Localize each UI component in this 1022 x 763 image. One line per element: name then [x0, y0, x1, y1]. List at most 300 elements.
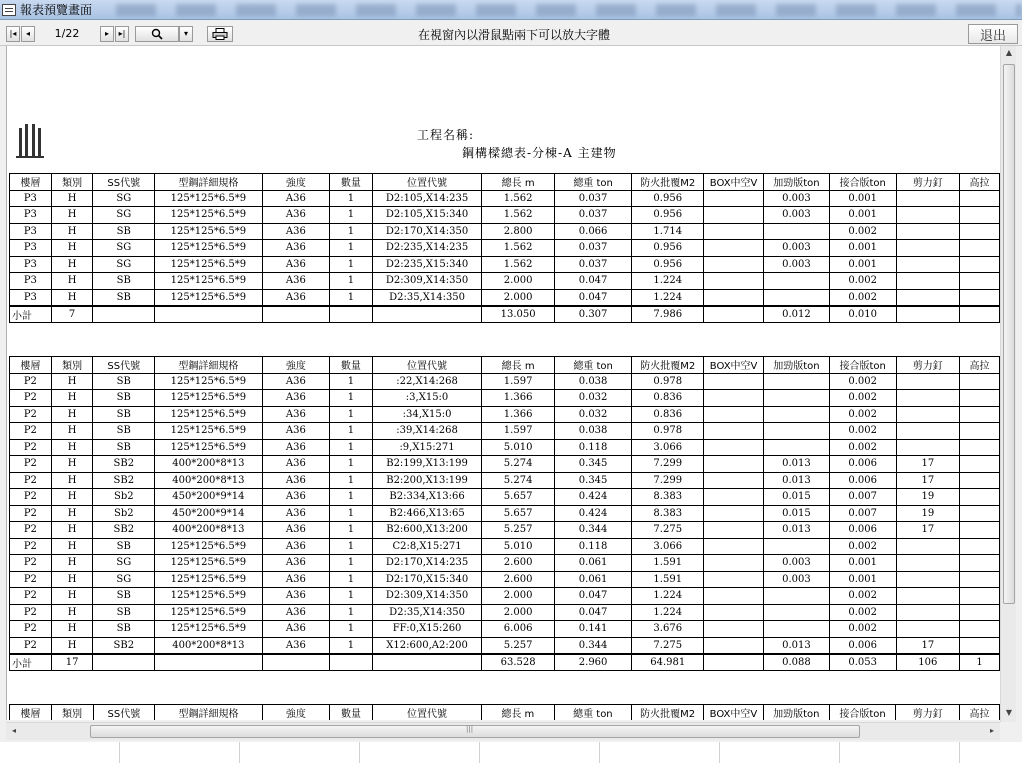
table-cell	[960, 273, 1000, 290]
table-cell	[960, 571, 1000, 588]
table-cell: A36	[262, 289, 329, 306]
table-cell: P2	[10, 571, 52, 588]
table-cell	[704, 223, 764, 240]
table-cell: :9,X15:271	[372, 439, 482, 456]
table-cell: 125*125*6.5*9	[155, 439, 263, 456]
column-header: 數量	[330, 174, 373, 191]
table-cell: 0.061	[554, 571, 631, 588]
table-cell	[764, 588, 830, 605]
table-cell	[896, 256, 960, 273]
table-cell: 0.118	[554, 439, 631, 456]
table-cell: 0.001	[829, 555, 896, 572]
table-cell: 17	[896, 456, 960, 473]
company-logo	[16, 124, 44, 158]
table-cell: 5.274	[482, 456, 554, 473]
table-cell: 2.600	[482, 571, 554, 588]
table-cell	[896, 571, 960, 588]
report-table-p2	[9, 356, 1000, 671]
table-cell: 0.015	[764, 489, 830, 506]
table-cell	[960, 207, 1000, 224]
column-header: 總長 m	[482, 174, 554, 191]
column-header: 強度	[262, 174, 329, 191]
table-cell: SB	[93, 273, 155, 290]
table-cell: 400*200*8*13	[155, 522, 263, 539]
zoom-dropdown-button[interactable]: ▾	[179, 26, 193, 42]
table-cell: 1.591	[632, 555, 704, 572]
table-cell: A36	[262, 273, 329, 290]
table-cell: 0.003	[764, 207, 830, 224]
table-cell: 1	[330, 207, 373, 224]
table-cell: D2:170,X15:340	[372, 571, 482, 588]
subtotal-cell	[704, 654, 764, 671]
table-cell: 0.013	[764, 456, 830, 473]
table-row	[10, 522, 1000, 539]
table-cell: B2:334,X13:66	[372, 489, 482, 506]
table-cell: 125*125*6.5*9	[155, 621, 263, 638]
table-cell	[960, 621, 1000, 638]
table-cell: SB	[93, 223, 155, 240]
table-cell: H	[51, 489, 93, 506]
table-cell: H	[51, 571, 93, 588]
subtotal-cell	[704, 306, 764, 323]
blurred-title-region	[116, 4, 1022, 16]
table-cell	[960, 289, 1000, 306]
table-cell: D2:35,X14:350	[372, 289, 482, 306]
report-viewport	[6, 46, 1000, 720]
subtotal-cell: 7.986	[632, 306, 704, 323]
table-cell: A36	[262, 522, 329, 539]
table-cell: H	[51, 522, 93, 539]
table-cell: 0.956	[632, 240, 704, 257]
table-cell: 125*125*6.5*9	[155, 571, 263, 588]
table-cell: P2	[10, 522, 52, 539]
table-cell: 2.000	[482, 604, 554, 621]
table-cell: H	[51, 190, 93, 207]
table-cell: SB2	[93, 637, 155, 654]
table-cell: H	[51, 555, 93, 572]
last-page-button[interactable]: ▸|	[115, 26, 129, 42]
column-header: 樓層	[10, 174, 52, 191]
column-header: 加勁版ton	[764, 357, 830, 374]
column-header: 強度	[262, 705, 329, 721]
table-cell: 0.047	[554, 588, 631, 605]
table-row	[10, 390, 1000, 407]
table-cell: 0.002	[829, 423, 896, 440]
table-cell: 0.345	[554, 472, 631, 489]
table-cell: P2	[10, 456, 52, 473]
table-cell: 0.002	[829, 439, 896, 456]
column-header: 型鋼詳細規格	[155, 357, 263, 374]
subtotal-cell	[330, 654, 373, 671]
scroll-right-arrow-icon[interactable]: ▸	[989, 726, 994, 735]
table-cell	[896, 604, 960, 621]
table-cell: 0.001	[829, 240, 896, 257]
table-cell	[960, 256, 1000, 273]
table-cell	[764, 406, 830, 423]
table-cell: 0.003	[764, 571, 830, 588]
table-cell	[704, 439, 764, 456]
table-cell: A36	[262, 571, 329, 588]
column-header: 型鋼詳細規格	[155, 705, 262, 721]
table-cell: 0.037	[554, 256, 631, 273]
table-cell: 125*125*6.5*9	[155, 273, 263, 290]
table-cell: 0.002	[829, 538, 896, 555]
table-cell	[896, 390, 960, 407]
table-cell	[960, 489, 1000, 506]
table-cell: 0.836	[632, 406, 704, 423]
table-cell: 125*125*6.5*9	[155, 256, 263, 273]
table-cell: H	[51, 373, 93, 390]
subtotal-row	[10, 306, 1000, 323]
scroll-left-arrow-icon[interactable]: ◂	[11, 726, 16, 735]
table-cell	[896, 439, 960, 456]
subtotal-cell: 63.528	[482, 654, 554, 671]
table-cell	[704, 207, 764, 224]
table-cell: A36	[262, 637, 329, 654]
table-header-row	[10, 357, 1000, 374]
table-cell	[896, 423, 960, 440]
window-title: 報表預覽畫面	[20, 3, 93, 17]
table-cell: 1	[330, 223, 373, 240]
table-cell: 0.013	[764, 522, 830, 539]
next-page-button[interactable]: ▸	[100, 26, 114, 42]
column-header: 接合版ton	[829, 174, 896, 191]
table-cell: D2:105,X14:235	[372, 190, 482, 207]
vertical-scroll-thumb[interactable]	[1003, 64, 1015, 604]
table-cell	[896, 406, 960, 423]
table-cell: SG	[93, 571, 155, 588]
table-cell: 17	[896, 522, 960, 539]
table-cell: 400*200*8*13	[155, 472, 263, 489]
table-cell: P2	[10, 588, 52, 605]
table-cell: 0.032	[554, 390, 631, 407]
subtotal-cell: 64.981	[632, 654, 704, 671]
table-cell: 125*125*6.5*9	[155, 207, 263, 224]
table-cell: H	[51, 240, 93, 257]
table-cell: P2	[10, 637, 52, 654]
table-cell: 1	[330, 588, 373, 605]
table-cell: SB	[93, 373, 155, 390]
table-cell: 1	[330, 190, 373, 207]
subtotal-cell	[330, 306, 373, 323]
table-cell	[704, 472, 764, 489]
table-cell: 2.000	[482, 289, 554, 306]
table-cell: 125*125*6.5*9	[155, 289, 263, 306]
table-cell: 1	[330, 571, 373, 588]
column-header: 防火批覆M2	[632, 357, 704, 374]
table-cell	[960, 423, 1000, 440]
table-cell	[960, 555, 1000, 572]
table-cell: H	[51, 273, 93, 290]
horizontal-scroll-thumb[interactable]	[90, 725, 860, 738]
table-cell: 1.224	[632, 604, 704, 621]
table-cell	[896, 273, 960, 290]
table-cell: 1	[330, 538, 373, 555]
table-cell: 8.383	[632, 505, 704, 522]
table-cell: 1	[330, 289, 373, 306]
column-header: 高拉	[960, 705, 1000, 721]
table-cell: A36	[262, 472, 329, 489]
table-cell	[764, 373, 830, 390]
table-cell: C2:8,X15:271	[372, 538, 482, 555]
column-header: 樓層	[10, 357, 52, 374]
table-cell: H	[51, 472, 93, 489]
table-cell: P2	[10, 373, 52, 390]
subtotal-cell: 1	[960, 654, 1000, 671]
table-cell: 5.274	[482, 472, 554, 489]
table-cell	[896, 588, 960, 605]
table-cell: 0.002	[829, 289, 896, 306]
table-cell: 7.275	[632, 522, 704, 539]
table-cell: 400*200*8*13	[155, 456, 263, 473]
table-cell: SB	[93, 588, 155, 605]
table-cell: 0.956	[632, 190, 704, 207]
table-cell	[960, 373, 1000, 390]
table-cell: H	[51, 439, 93, 456]
table-cell: A36	[262, 439, 329, 456]
column-header: 強度	[262, 357, 329, 374]
table-cell: 0.424	[554, 489, 631, 506]
table-cell	[896, 555, 960, 572]
table-row	[10, 289, 1000, 306]
table-cell: 0.001	[829, 256, 896, 273]
subtotal-row	[10, 654, 1000, 671]
table-row	[10, 423, 1000, 440]
table-cell: 2.000	[482, 273, 554, 290]
table-cell: SB	[93, 390, 155, 407]
subtotal-cell: 0.012	[764, 306, 830, 323]
table-cell	[960, 522, 1000, 539]
table-cell: 0.344	[554, 637, 631, 654]
column-header: 剪力釘	[896, 357, 960, 374]
table-cell: P3	[10, 190, 52, 207]
table-cell: SB	[93, 439, 155, 456]
table-cell: 1	[330, 240, 373, 257]
table-cell: 1.714	[632, 223, 704, 240]
table-cell: A36	[262, 489, 329, 506]
table-cell	[764, 223, 830, 240]
table-row	[10, 406, 1000, 423]
table-cell: D2:309,X14:350	[372, 273, 482, 290]
table-cell: A36	[262, 538, 329, 555]
table-cell: 5.657	[482, 489, 554, 506]
table-cell: H	[51, 223, 93, 240]
table-cell: D2:309,X14:350	[372, 588, 482, 605]
subtotal-cell	[262, 654, 329, 671]
table-cell: 0.978	[632, 423, 704, 440]
subtotal-cell	[372, 654, 482, 671]
table-cell: 1	[330, 273, 373, 290]
subtotal-cell: 17	[51, 654, 93, 671]
table-cell: 0.007	[829, 505, 896, 522]
table-cell	[960, 456, 1000, 473]
table-cell: H	[51, 390, 93, 407]
table-cell: 2.000	[482, 588, 554, 605]
table-cell: B2:600,X13:200	[372, 522, 482, 539]
table-cell	[960, 223, 1000, 240]
table-cell: 7.299	[632, 456, 704, 473]
horizontal-scrollbar[interactable]	[6, 722, 1000, 740]
column-header: 總重 ton	[554, 705, 632, 721]
table-cell	[704, 240, 764, 257]
column-header: 高拉	[960, 357, 1000, 374]
table-cell: 1	[330, 373, 373, 390]
table-row	[10, 505, 1000, 522]
table-cell	[960, 240, 1000, 257]
zoom-button[interactable]	[135, 26, 179, 42]
table-cell: 125*125*6.5*9	[155, 240, 263, 257]
table-cell: 0.013	[764, 637, 830, 654]
table-cell: P2	[10, 538, 52, 555]
table-cell: 5.010	[482, 538, 554, 555]
subtotal-cell: 2.960	[554, 654, 631, 671]
table-cell: 0.015	[764, 505, 830, 522]
table-cell: 125*125*6.5*9	[155, 223, 263, 240]
table-cell: 1	[330, 604, 373, 621]
vertical-scrollbar[interactable]	[1000, 46, 1016, 722]
table-cell: P3	[10, 223, 52, 240]
table-cell	[896, 373, 960, 390]
table-cell: H	[51, 207, 93, 224]
table-cell	[896, 240, 960, 257]
table-cell: 0.003	[764, 256, 830, 273]
table-cell	[896, 538, 960, 555]
table-cell: :22,X14:268	[372, 373, 482, 390]
scroll-grip-icon: |||	[466, 725, 474, 733]
table-cell: 0.006	[829, 456, 896, 473]
table-cell: P2	[10, 406, 52, 423]
table-cell: 1	[330, 439, 373, 456]
table-row	[10, 604, 1000, 621]
table-cell: D2:105,X15:340	[372, 207, 482, 224]
table-cell: 3.066	[632, 439, 704, 456]
table-cell: 1.224	[632, 289, 704, 306]
table-header-row	[10, 174, 1000, 191]
table-cell: 1	[330, 406, 373, 423]
table-cell: 0.001	[829, 207, 896, 224]
table-cell	[704, 522, 764, 539]
table-cell: 0.978	[632, 373, 704, 390]
first-page-button[interactable]: |◂	[6, 26, 20, 42]
report-app-icon	[2, 4, 16, 16]
table-cell: 0.002	[829, 373, 896, 390]
table-cell: H	[51, 456, 93, 473]
subtotal-cell	[372, 306, 482, 323]
column-header: 防火批覆M2	[632, 705, 704, 721]
table-cell: A36	[262, 240, 329, 257]
table-cell	[704, 289, 764, 306]
table-cell	[896, 289, 960, 306]
subtotal-cell	[896, 306, 960, 323]
table-cell: A36	[262, 223, 329, 240]
table-cell: 125*125*6.5*9	[155, 390, 263, 407]
table-row	[10, 621, 1000, 638]
subtotal-cell: 小計	[10, 306, 52, 323]
table-cell: 5.657	[482, 505, 554, 522]
print-button[interactable]	[207, 26, 233, 42]
report-table-next	[9, 704, 1000, 720]
column-header: 類別	[51, 357, 93, 374]
table-cell: P2	[10, 604, 52, 621]
scroll-down-arrow-icon[interactable]: ▼	[1005, 708, 1013, 717]
table-cell: 1.597	[482, 373, 554, 390]
table-cell	[704, 588, 764, 605]
column-header: 總長 m	[482, 357, 554, 374]
table-cell	[704, 373, 764, 390]
table-cell: Sb2	[93, 505, 155, 522]
table-cell	[960, 505, 1000, 522]
table-row	[10, 637, 1000, 654]
report-subtitle: 鋼構樑總表-分棟-A 主建物	[462, 146, 617, 160]
table-cell: H	[51, 505, 93, 522]
column-header: 類別	[51, 705, 93, 721]
table-cell: 125*125*6.5*9	[155, 406, 263, 423]
table-cell: H	[51, 604, 93, 621]
table-cell: 0.002	[829, 406, 896, 423]
table-cell: A36	[262, 555, 329, 572]
table-cell: 0.001	[829, 571, 896, 588]
table-cell: B2:199,X13:199	[372, 456, 482, 473]
table-cell	[704, 273, 764, 290]
table-cell: 125*125*6.5*9	[155, 190, 263, 207]
table-cell: D2:170,X14:350	[372, 223, 482, 240]
table-cell: 0.001	[829, 190, 896, 207]
table-row	[10, 256, 1000, 273]
column-header: 接合版ton	[829, 357, 896, 374]
table-cell: 0.038	[554, 373, 631, 390]
column-header: 位置代號	[372, 357, 482, 374]
exit-button[interactable]: 退出	[968, 24, 1018, 44]
table-cell: A36	[262, 621, 329, 638]
table-cell: 0.003	[764, 240, 830, 257]
table-cell: 1	[330, 256, 373, 273]
table-cell: 17	[896, 637, 960, 654]
table-row	[10, 571, 1000, 588]
table-cell: 0.836	[632, 390, 704, 407]
table-cell	[960, 406, 1000, 423]
table-cell	[704, 604, 764, 621]
column-header: 接合版ton	[829, 705, 896, 721]
column-header: BOX中空V	[704, 705, 764, 721]
column-header: 加勁版ton	[763, 705, 829, 721]
table-row	[10, 373, 1000, 390]
magnifier-icon	[151, 28, 163, 40]
table-cell	[764, 604, 830, 621]
table-cell	[704, 571, 764, 588]
table-cell: 19	[896, 489, 960, 506]
scroll-up-arrow-icon[interactable]: ▲	[1005, 48, 1013, 57]
table-cell: H	[51, 256, 93, 273]
table-cell: D2:35,X14:350	[372, 604, 482, 621]
table-cell: 0.002	[829, 390, 896, 407]
prev-page-button[interactable]: ◂	[21, 26, 35, 42]
table-cell: 450*200*9*14	[155, 505, 263, 522]
subtotal-cell	[155, 654, 263, 671]
table-cell: 1.562	[482, 256, 554, 273]
table-row	[10, 207, 1000, 224]
subtotal-cell: 0.053	[829, 654, 896, 671]
table-cell	[896, 207, 960, 224]
table-cell	[764, 289, 830, 306]
table-cell	[704, 621, 764, 638]
subtotal-cell	[960, 306, 1000, 323]
report-table-p3	[9, 173, 1000, 323]
table-cell: 0.066	[554, 223, 631, 240]
table-cell: 1.562	[482, 207, 554, 224]
table-cell	[704, 505, 764, 522]
table-cell: A36	[262, 256, 329, 273]
subtotal-cell: 106	[896, 654, 960, 671]
